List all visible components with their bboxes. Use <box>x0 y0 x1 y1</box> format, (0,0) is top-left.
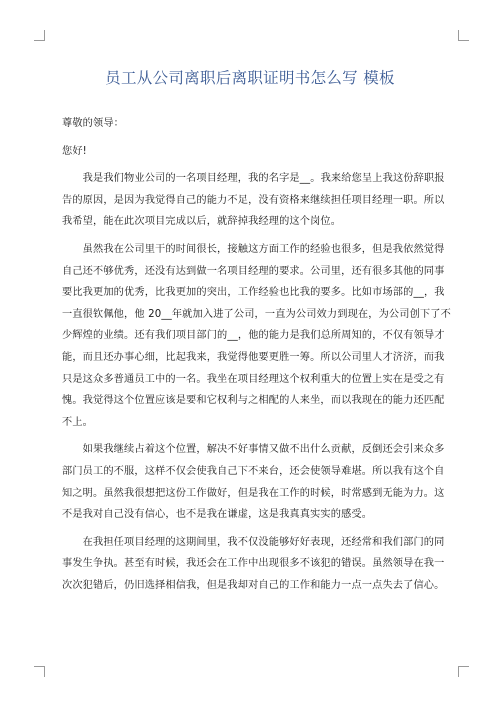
paragraph-line: 告的原因，是因为我觉得自己的能力不足，没有资格来继续担任项目经理一职。所以 <box>62 194 445 206</box>
paragraph-line: 如果我继续占着这个位置，解决不好事情又做不出什么贡献，反倒还会引来众多 <box>62 444 445 456</box>
paragraph-line: 只是这众多普通员工中的一名。我坐在项目经理这个权利重大的位置上实在是受之有 <box>62 373 445 385</box>
crop-mark-bottom-left <box>34 666 45 677</box>
paragraph-line: 愧。我觉得这个位置应该是要和它权利与之相配的人来坐，而以我现在的能力还匹配 <box>62 395 445 407</box>
document-body <box>62 113 451 596</box>
paragraph-2 <box>62 239 451 433</box>
crop-mark-top-right <box>458 30 469 41</box>
paragraph-line: 部门员工的不服，这样不仅会使我自己下不来台，还会使领导难堪。所以我有这个自 <box>62 465 445 477</box>
paragraph-line: 不是我对自己没有信心，也不是我在谦虚，这是我真真实实的感受。 <box>62 509 373 521</box>
paragraph-line: 少辉煌的业绩。还有我们项目部门的__，他的能力是我们总所周知的，不仅有领导才 <box>62 330 445 342</box>
paragraph-4 <box>62 532 445 597</box>
paragraph-line: 我是我们物业公司的一名项目经理，我的名字是__。我来给您呈上我这份辞职报 <box>62 173 445 185</box>
paragraph-line: 事发生争执。甚至有时候，我还会在工作中出现很多不该犯的错误。虽然领导在我一 <box>62 558 445 570</box>
paragraph-line: 不上。 <box>62 416 94 428</box>
paragraph-3 <box>62 439 445 525</box>
paragraph-line: 一直很钦佩他，他 20__年就加入进了公司，一直为公司效力到现在，为公司创下了不 <box>62 308 451 320</box>
paragraph-line: 我希望，能在此次项目完成以后，就辞掉我经理的这个岗位。 <box>62 216 342 228</box>
paragraph-line: 自己还不够优秀，还没有达到做一名项目经理的要求。公司里，还有很多其他的同事 <box>62 265 445 277</box>
salutation: 尊敬的领导： <box>62 118 125 129</box>
paragraph-line: 能，而且还办事心细，比起我来，我觉得他要更胜一筹。所以公司里人才济济，而我 <box>62 351 445 363</box>
paragraph-line: 要比我更加的优秀，比我更加的突出，工作经验也比我的要多。比如市场部的__，我 <box>62 287 445 299</box>
crop-mark-bottom-right <box>458 666 469 677</box>
crop-mark-top-left <box>34 30 45 41</box>
paragraph-line: 次次犯错后，仍旧选择相信我，但是我却对自己的工作和能力一点一点失去了信心。 <box>62 579 445 591</box>
paragraph-line: 知之明。虽然我很想把这份工作做好，但是我在工作的时候，时常感到无能为力。这 <box>62 487 445 499</box>
paragraph-1 <box>62 168 445 233</box>
paragraph-line: 虽然我在公司里干的时间很长，接触这方面工作的经验也很多，但是我依然觉得 <box>62 243 445 255</box>
greeting: 您好! <box>62 145 87 157</box>
document-title: 员工从公司离职后离职证明书怎么写 模板 <box>105 69 395 87</box>
paragraph-line: 在我担任项目经理的这期间里，我不仅没能够好好表现，还经常和我们部门的同 <box>62 536 445 548</box>
